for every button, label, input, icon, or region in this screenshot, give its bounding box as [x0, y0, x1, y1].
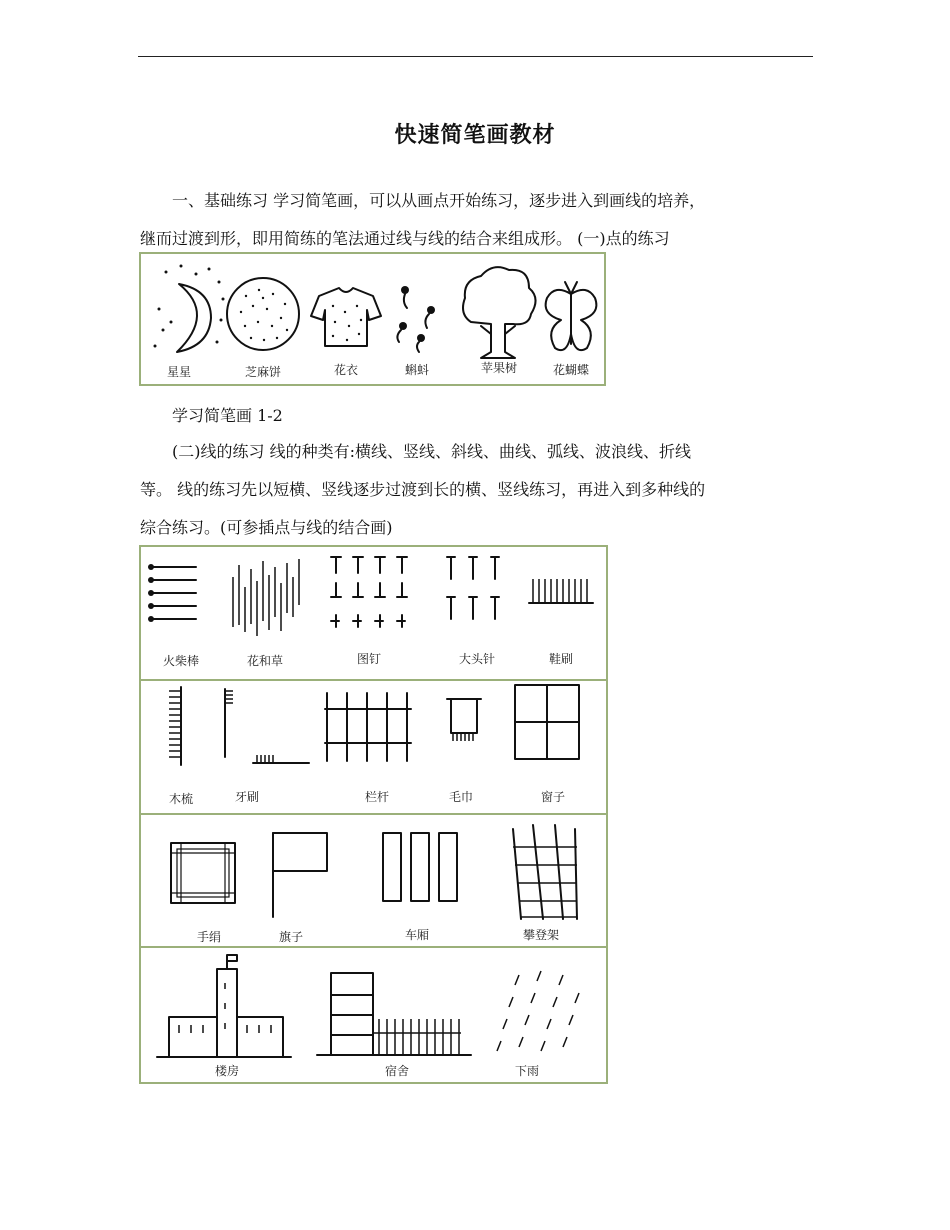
label-rain: 下雨: [514, 1064, 540, 1078]
figure-caption: 学习简笔画 1-2: [172, 406, 283, 425]
label-flag: 旗子: [278, 930, 304, 944]
lines-line-1: (二)线的练习 线的种类有:横线、竖线、斜线、曲线、弧线、波浪线、折线: [172, 442, 691, 461]
pins-drawing: [447, 557, 499, 619]
label-dormitory: 宿舍: [384, 1064, 410, 1078]
shirt-drawing: [311, 288, 381, 346]
lines-line-2: 等。 线的练习先以短横、竖线逐步过渡到长的横、竖线练习，再进入到多种线的: [140, 480, 706, 499]
flowers-grass-drawing: [233, 559, 299, 636]
lines-line-3: 综合练习。(可参插点与线的结合画): [140, 518, 393, 537]
paragraph-lines: [140, 433, 812, 547]
apple-tree-drawing: [463, 267, 536, 358]
page-title: 快速简笔画教材: [394, 123, 556, 148]
label-shirt: 花衣: [333, 363, 359, 377]
intro-line-1: 一、基础练习 学习简笔画，可以从画点开始练习，逐步进入到画线的培养，: [172, 191, 706, 210]
label-matchsticks: 火柴棒: [162, 654, 200, 668]
window-drawing: [515, 685, 579, 759]
dormitory-drawing: [317, 973, 471, 1055]
climbing-frame-drawing: [513, 825, 577, 919]
label-sesame-cake: 芝麻饼: [244, 365, 282, 379]
building-drawing: [157, 955, 291, 1057]
label-apple-tree: 苹果树: [480, 361, 518, 375]
comb-drawing: [169, 687, 181, 765]
rain-drawing: [497, 971, 579, 1051]
handkerchief-drawing: [171, 843, 235, 903]
dot-practice-figure: [139, 252, 606, 386]
label-comb: 木梳: [168, 792, 194, 806]
label-pins: 大头针: [458, 652, 496, 666]
label-toothbrush: 牙刷: [234, 790, 260, 804]
toothbrush-drawing: [225, 689, 309, 763]
matchsticks-drawing: [148, 564, 196, 622]
label-climbing-frame: 攀登架: [522, 928, 560, 942]
label-thumbtacks: 图钉: [356, 652, 382, 666]
line-practice-figure: [139, 545, 608, 1084]
label-handkerchief: 手绢: [196, 930, 222, 944]
towel-drawing: [447, 699, 481, 741]
sesame-cake-drawing: [227, 278, 299, 350]
label-shoe-brush: 鞋刷: [548, 652, 574, 666]
railing-drawing: [325, 693, 411, 761]
moon-stars-drawing: [154, 265, 225, 353]
thumbtacks-drawing: [331, 557, 407, 627]
paragraph-intro: [140, 182, 812, 258]
label-window: 窗子: [540, 790, 566, 804]
label-tadpoles: 蝌蚪: [404, 363, 430, 377]
header-rule: [138, 56, 813, 57]
intro-line-2: 继而过渡到形，即用简练的笔法通过线与线的结合来组成形。 (一)点的练习: [140, 229, 670, 248]
tadpoles-drawing: [397, 286, 435, 352]
label-carriages: 车厢: [404, 928, 430, 942]
label-railing: 栏杆: [364, 790, 390, 804]
flag-drawing: [273, 833, 327, 917]
shoe-brush-drawing: [529, 579, 593, 603]
label-flowers-grass: 花和草: [246, 654, 284, 668]
butterfly-drawing: [546, 282, 597, 350]
carriages-drawing: [383, 833, 457, 901]
label-butterfly: 花蝴蝶: [552, 363, 590, 377]
label-towel: 毛巾: [448, 790, 474, 804]
label-stars: 星星: [166, 365, 192, 379]
label-building: 楼房: [214, 1064, 240, 1078]
